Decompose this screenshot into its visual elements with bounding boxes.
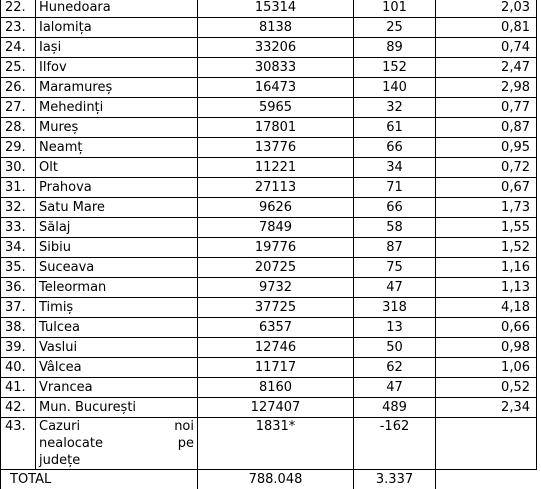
county-name: Prahova	[36, 178, 198, 198]
cumulative-cases: 7849	[198, 218, 354, 238]
table-row	[1, 258, 537, 278]
county-rows	[1, 0, 537, 418]
incidence-rate: 0,72	[436, 158, 537, 178]
incidence-rate: 1,52	[436, 238, 537, 258]
unassigned-new-cases: -162	[354, 418, 436, 470]
row-number: 37.	[1, 298, 36, 318]
cumulative-cases: 33206	[198, 38, 354, 58]
county-name: Maramureș	[36, 78, 198, 98]
county-name: Neamț	[36, 138, 198, 158]
table-row	[1, 218, 537, 238]
new-cases: 152	[354, 58, 436, 78]
cumulative-cases: 27113	[198, 178, 354, 198]
county-name: Hunedoara	[36, 0, 198, 18]
row-number: 25.	[1, 58, 36, 78]
unassigned-label-line-2: nealocate pe	[39, 435, 194, 452]
unassigned-label-line-3: județe	[39, 452, 194, 469]
cumulative-cases: 8160	[198, 378, 354, 398]
county-name: Vaslui	[36, 338, 198, 358]
incidence-rate: 4,18	[436, 298, 537, 318]
cumulative-cases: 9732	[198, 278, 354, 298]
cumulative-cases: 19776	[198, 238, 354, 258]
incidence-rate: 1,73	[436, 198, 537, 218]
unassigned-label	[36, 418, 198, 470]
row-number: 32.	[1, 198, 36, 218]
total-rate	[436, 470, 537, 489]
cumulative-cases: 9626	[198, 198, 354, 218]
row-number: 27.	[1, 98, 36, 118]
table-row	[1, 318, 537, 338]
row-number: 28.	[1, 118, 36, 138]
row-number: 23.	[1, 18, 36, 38]
incidence-rate: 0,98	[436, 338, 537, 358]
cumulative-cases: 6357	[198, 318, 354, 338]
row-number: 26.	[1, 78, 36, 98]
incidence-rate: 0,81	[436, 18, 537, 38]
new-cases: 50	[354, 338, 436, 358]
table-row	[1, 0, 537, 18]
cumulative-cases: 127407	[198, 398, 354, 418]
county-name: Suceava	[36, 258, 198, 278]
new-cases: 87	[354, 238, 436, 258]
new-cases: 58	[354, 218, 436, 238]
incidence-rate: 0,52	[436, 378, 537, 398]
table-row	[1, 178, 537, 198]
new-cases: 75	[354, 258, 436, 278]
county-name: Vâlcea	[36, 358, 198, 378]
row-number: 40.	[1, 358, 36, 378]
table-row	[1, 138, 537, 158]
cumulative-cases: 30833	[198, 58, 354, 78]
row-number: 43.	[1, 418, 36, 470]
row-number: 39.	[1, 338, 36, 358]
incidence-rate: 2,47	[436, 58, 537, 78]
row-number: 30.	[1, 158, 36, 178]
county-name: Vrancea	[36, 378, 198, 398]
table-row	[1, 238, 537, 258]
unassigned-cases-row	[1, 418, 537, 470]
county-name: Sălaj	[36, 218, 198, 238]
new-cases: 25	[354, 18, 436, 38]
county-name: Teleorman	[36, 278, 198, 298]
cumulative-cases: 15314	[198, 0, 354, 18]
county-name: Ialomița	[36, 18, 198, 38]
incidence-rate: 1,13	[436, 278, 537, 298]
cumulative-cases: 13776	[198, 138, 354, 158]
table-row	[1, 358, 537, 378]
cumulative-cases: 12746	[198, 338, 354, 358]
county-name: Tulcea	[36, 318, 198, 338]
incidence-rate: 0,77	[436, 98, 537, 118]
row-number: 29.	[1, 138, 36, 158]
unassigned-rate	[436, 418, 537, 470]
county-name: Mureș	[36, 118, 198, 138]
table-row	[1, 298, 537, 318]
new-cases: 66	[354, 198, 436, 218]
row-number: 31.	[1, 178, 36, 198]
county-name: Mehedinți	[36, 98, 198, 118]
new-cases: 101	[354, 0, 436, 18]
new-cases: 47	[354, 278, 436, 298]
new-cases: 89	[354, 38, 436, 58]
table-row	[1, 38, 537, 58]
incidence-rate: 1,06	[436, 358, 537, 378]
new-cases: 32	[354, 98, 436, 118]
total-cases: 788.048	[198, 470, 354, 489]
incidence-rate: 0,67	[436, 178, 537, 198]
row-number: 36.	[1, 278, 36, 298]
cumulative-cases: 5965	[198, 98, 354, 118]
cumulative-cases: 11717	[198, 358, 354, 378]
table-row	[1, 118, 537, 138]
row-number: 22.	[1, 0, 36, 18]
county-name: Mun. București	[36, 398, 198, 418]
table-row	[1, 18, 537, 38]
new-cases: 62	[354, 358, 436, 378]
incidence-rate: 2,03	[436, 0, 537, 18]
incidence-rate: 0,66	[436, 318, 537, 338]
new-cases: 61	[354, 118, 436, 138]
new-cases: 34	[354, 158, 436, 178]
county-name: Olt	[36, 158, 198, 178]
incidence-rate: 1,16	[436, 258, 537, 278]
table-row	[1, 198, 537, 218]
cumulative-cases: 11221	[198, 158, 354, 178]
row-number: 33.	[1, 218, 36, 238]
cumulative-cases: 17801	[198, 118, 354, 138]
county-name: Satu Mare	[36, 198, 198, 218]
table-row	[1, 338, 537, 358]
table-row	[1, 278, 537, 298]
unassigned-label-line-1: Cazuri noi	[39, 418, 194, 435]
table-row	[1, 398, 537, 418]
incidence-rate: 0,95	[436, 138, 537, 158]
row-number: 41.	[1, 378, 36, 398]
table-row	[1, 158, 537, 178]
total-label: TOTAL	[1, 470, 198, 489]
row-number: 38.	[1, 318, 36, 338]
table-row	[1, 378, 537, 398]
table-row	[1, 98, 537, 118]
row-number: 34.	[1, 238, 36, 258]
incidence-rate: 0,74	[436, 38, 537, 58]
total-row	[1, 470, 537, 489]
new-cases: 489	[354, 398, 436, 418]
county-name: Sibiu	[36, 238, 198, 258]
county-name: Timiș	[36, 298, 198, 318]
row-number: 35.	[1, 258, 36, 278]
new-cases: 318	[354, 298, 436, 318]
county-name: Ilfov	[36, 58, 198, 78]
incidence-rate: 2,98	[436, 78, 537, 98]
table-row	[1, 78, 537, 98]
new-cases: 140	[354, 78, 436, 98]
county-name: Iași	[36, 38, 198, 58]
table-row	[1, 58, 537, 78]
unassigned-cases: 1831*	[198, 418, 354, 470]
incidence-rate: 1,55	[436, 218, 537, 238]
new-cases: 71	[354, 178, 436, 198]
cumulative-cases: 8138	[198, 18, 354, 38]
incidence-rate: 2,34	[436, 398, 537, 418]
row-number: 24.	[1, 38, 36, 58]
new-cases: 47	[354, 378, 436, 398]
new-cases: 66	[354, 138, 436, 158]
incidence-rate: 0,87	[436, 118, 537, 138]
cumulative-cases: 16473	[198, 78, 354, 98]
cumulative-cases: 37725	[198, 298, 354, 318]
cumulative-cases: 20725	[198, 258, 354, 278]
row-number: 42.	[1, 398, 36, 418]
new-cases: 13	[354, 318, 436, 338]
total-new-cases: 3.337	[354, 470, 436, 489]
